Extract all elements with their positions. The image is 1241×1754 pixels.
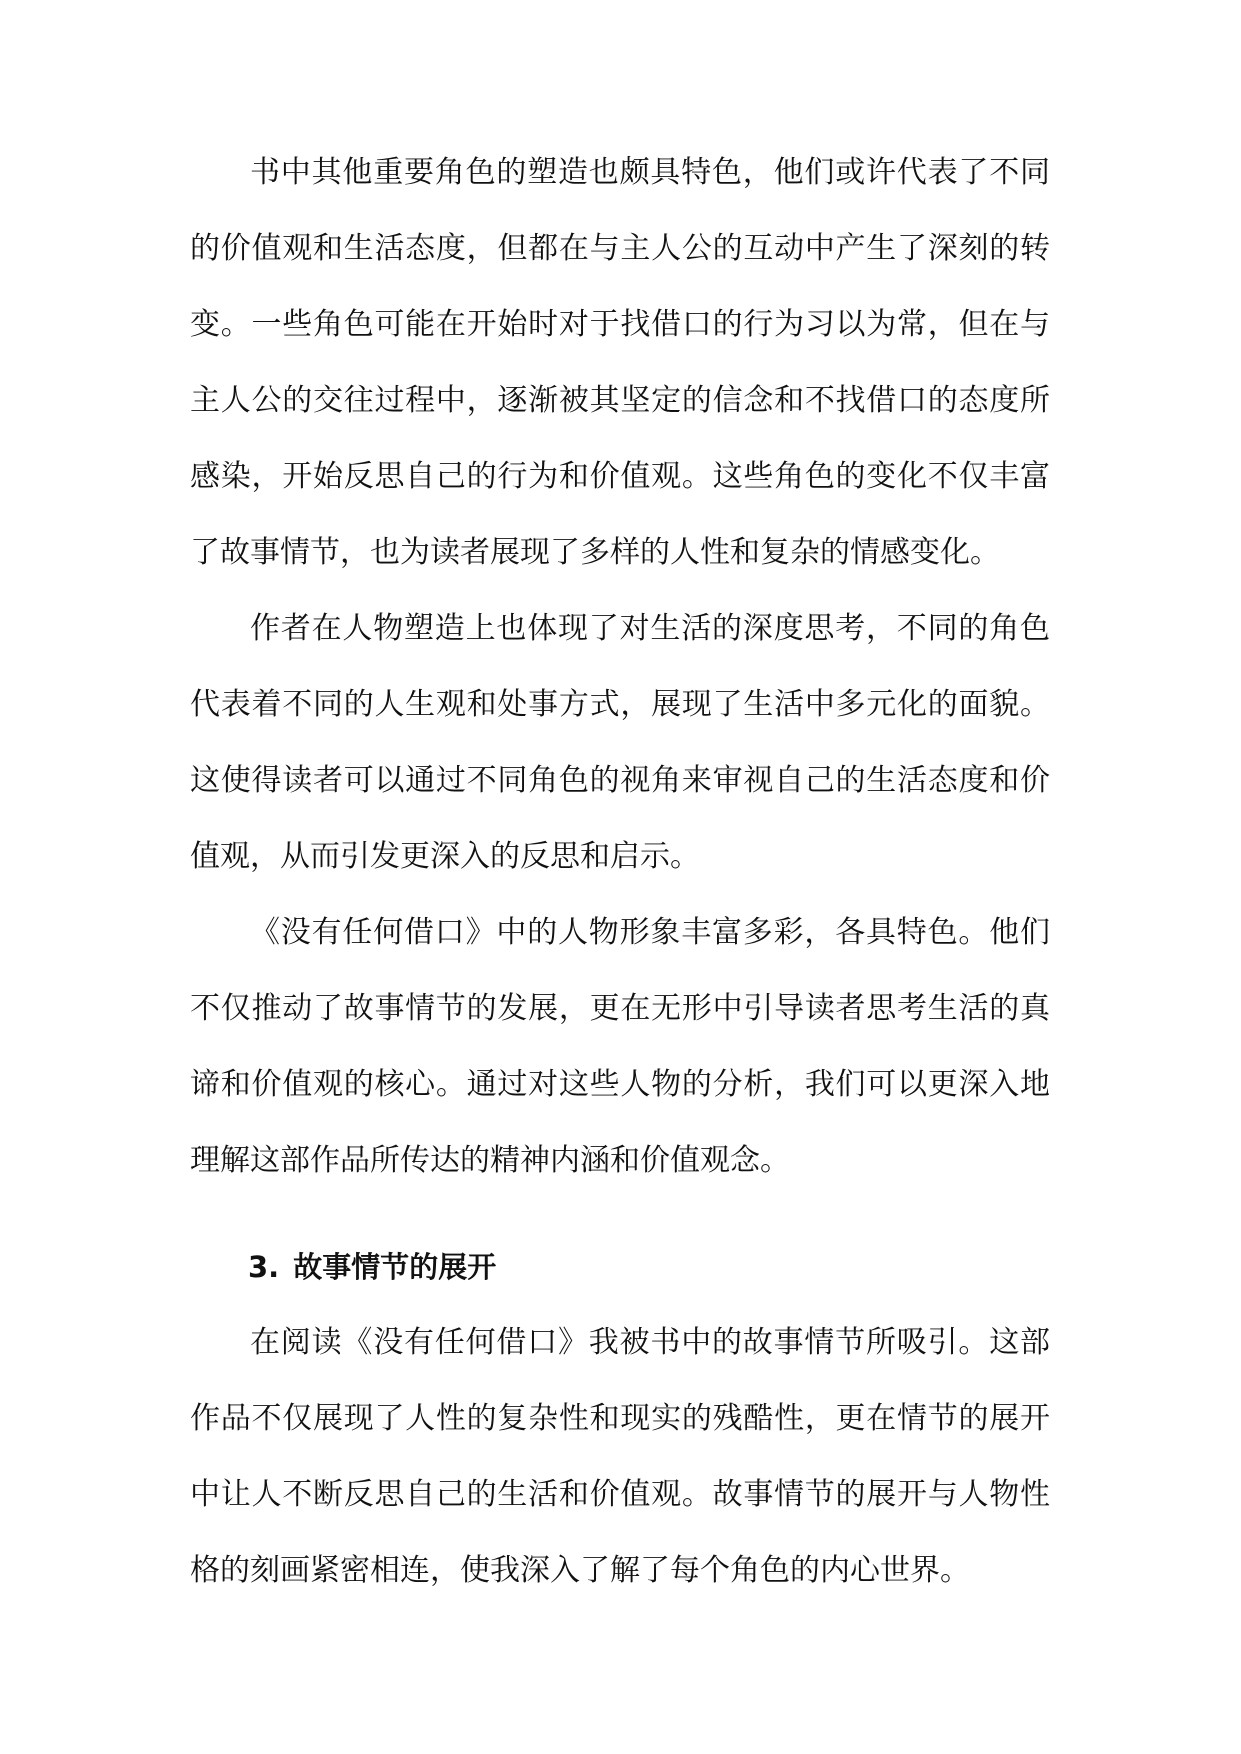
paragraph-plot-development: 在阅读《没有任何借口》我被书中的故事情节所吸引。这部作品不仅展现了人性的复杂性和现实的残酷性，更在情节的展开中让人不断反思自己的生活和价值观。故事情节的展开与人物性格的刻画紧密相连，使我深入了解了每个角色的内心世界。 [190, 1325, 1050, 1588]
paragraph-author-characterization: 作者在人物塑造上也体现了对生活的深度思考，不同的角色代表着不同的人生观和处事方式，展现了生活中多元化的面貌。这使得读者可以通过不同角色的视角来审视自己的生活态度和价值观，从而引发更深入的反思和启示。 [190, 611, 1050, 874]
section-heading [190, 1229, 1050, 1305]
section-number: 3. [248, 1250, 280, 1284]
section-title: 故事情节的展开 [293, 1250, 497, 1284]
document-body [190, 135, 1050, 1609]
paragraph-supporting-characters: 书中其他重要角色的塑造也颇具特色，他们或许代表了不同的价值观和生活态度，但都在与主人公的互动中产生了深刻的转变。一些角色可能在开始时对于找借口的行为习以为常，但在与主人公的交往过程中，逐渐被其坚定的信念和不找借口的态度所感染，开始反思自己的行为和价值观。这些角色的变化不仅丰富了故事情节，也为读者展现了多样的人性和复杂的情感变化。 [190, 155, 1050, 570]
paragraph-character-summary: 《没有任何借口》中的人物形象丰富多彩，各具特色。他们不仅推动了故事情节的发展，更在无形中引导读者思考生活的真谛和价值观的核心。通过对这些人物的分析，我们可以更深入地理解这部作品所传达的精神内涵和价值观念。 [190, 915, 1050, 1178]
